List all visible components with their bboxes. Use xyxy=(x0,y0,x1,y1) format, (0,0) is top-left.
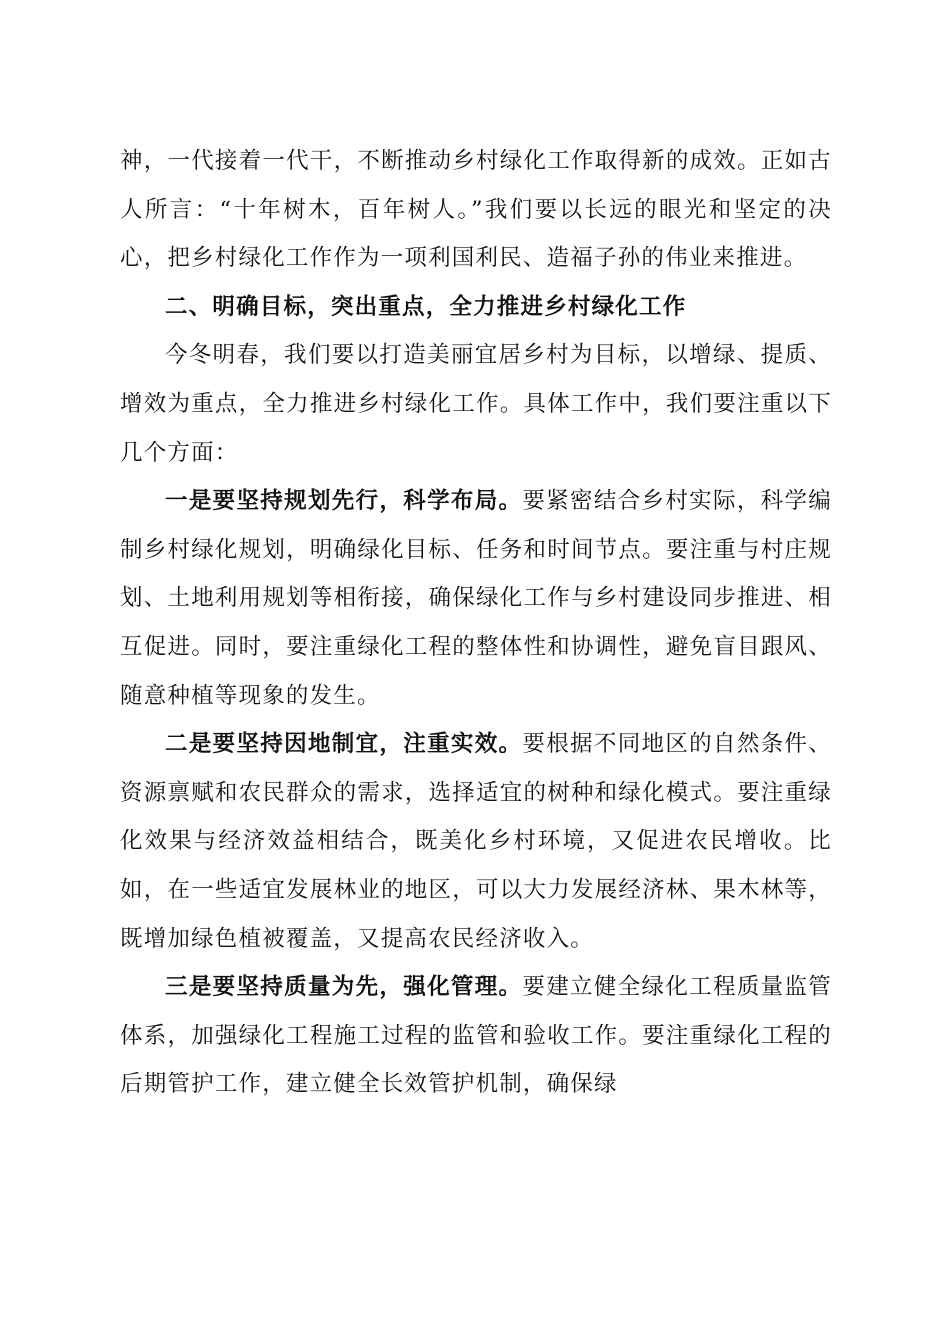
section-heading: 二、明确目标，突出重点，全力推进乡村绿化工作 xyxy=(165,293,687,320)
point-lead-1: 一是要坚持规划先行，科学布局。 xyxy=(165,488,523,515)
continuation-paragraph: 神，一代接着一代干，不断推动乡村绿化工作取得新的成效。正如古人所言：“十年树木，百年树人。”我们要以长远的眼光和坚定的决心，把乡村绿化工作作为一项利国利民、造福子孙的伟业来推进。 xyxy=(120,148,832,272)
point-paragraph-1 xyxy=(120,477,832,720)
point-paragraph-3 xyxy=(120,963,832,1109)
intro-paragraph: 今冬明春，我们要以打造美丽宜居乡村为目标，以增绿、提质、增效为重点，全力推进乡村绿化工作。具体工作中，我们要注重以下几个方面： xyxy=(120,342,832,466)
point-body-2: 要根据不同地区的自然条件、资源禀赋和农民群众的需求，选择适宜的树种和绿化模式。要注重绿化效果与经济效益相结合，既美化乡村环境，又促进农民增收。比如，在一些适宜发展林业的地区，可以大力发展经济林、果木林等，既增加绿色植被覆盖，又提高农民经济收入。 xyxy=(120,731,832,952)
point-body-3: 要建立健全绿化工程质量监管体系，加强绿化工程施工过程的监管和验收工作。要注重绿化工程的后期管护工作，建立健全长效管护机制，确保绿 xyxy=(120,974,832,1098)
point-lead-2: 二是要坚持因地制宜，注重实效。 xyxy=(165,731,523,758)
point-body-1: 要紧密结合乡村实际，科学编制乡村绿化规划，明确绿化目标、任务和时间节点。要注重与村庄规划、土地利用规划等相衔接，确保绿化工作与乡村建设同步推进、相互促进。同时，要注重绿化工程的整体性和协调性，避免盲目跟风、随意种植等现象的发生。 xyxy=(120,488,832,709)
point-lead-3: 三是要坚持质量为先，强化管理。 xyxy=(165,974,523,1001)
point-paragraph-2 xyxy=(120,720,832,963)
document-body xyxy=(120,137,832,1109)
